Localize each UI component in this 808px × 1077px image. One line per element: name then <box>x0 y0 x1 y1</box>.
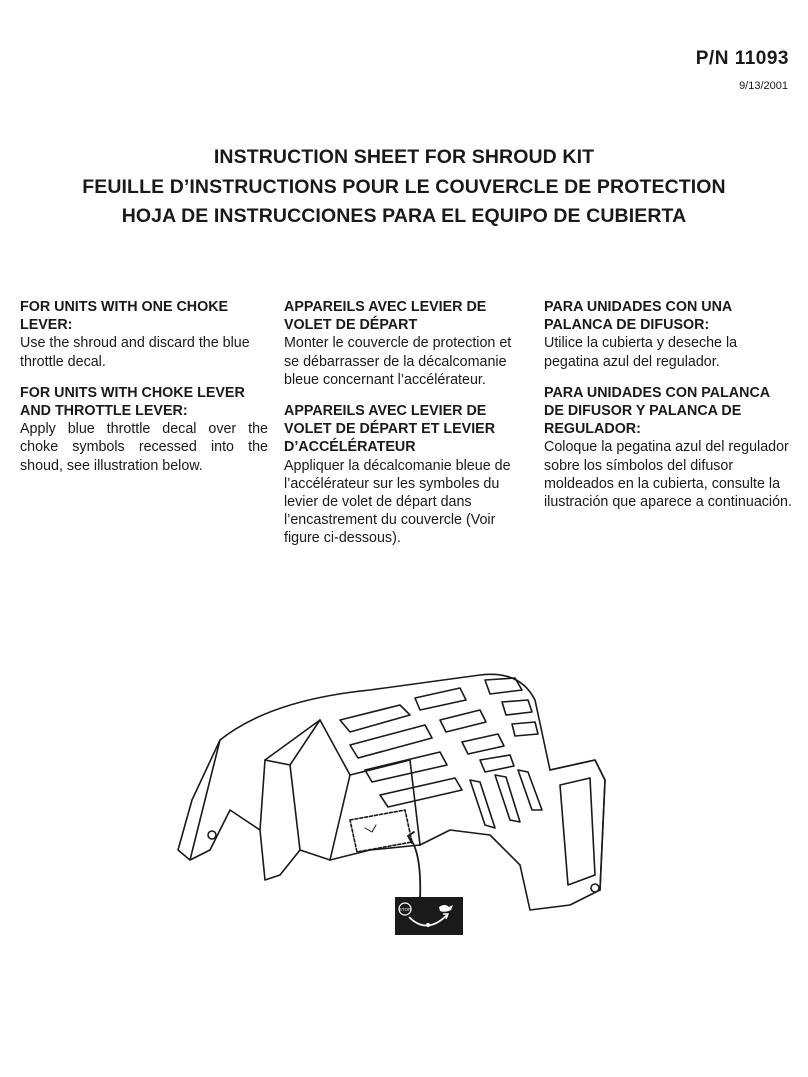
title-spanish: HOJA DE INSTRUCCIONES PARA EL EQUIPO DE CUBIERTA <box>121 205 687 227</box>
english-section1-body: Use the shroud and discard the blue throttle decal. <box>20 335 250 370</box>
decal-stop-label: STOP <box>398 907 412 912</box>
part-number: P/N 11093 <box>695 48 789 69</box>
english-section2-heading: FOR UNITS WITH CHOKE LEVER AND THROTTLE LEVER: <box>20 384 245 420</box>
title-block <box>0 143 808 232</box>
english-column <box>20 298 268 488</box>
french-section1-body: Monter le couvercle de protection et se débarrasser de la décalcomanie bleue concernant l’accélérateur. <box>284 335 512 388</box>
title-english: INSTRUCTION SHEET FOR SHROUD KIT <box>213 146 595 168</box>
english-section1-heading: FOR UNITS WITH ONE CHOKE LEVER: <box>20 299 229 334</box>
spanish-section2-heading: PARA UNIDADES CON PALANCA DE DIFUSOR Y PALANCA DE REGULADOR: <box>544 384 770 438</box>
spanish-section1-body: Utilice la cubierta y deseche la pegatina azul del regulador. <box>544 335 738 370</box>
spanish-column <box>544 298 792 524</box>
french-column <box>284 298 530 561</box>
spanish-section1-heading: PARA UNIDADES CON UNA PALANCA DE DIFUSOR: <box>544 299 732 334</box>
spanish-section2-body: Coloque la pegatina azul del regulador sobre los símbolos del difusor moldeados en la cubierta, consulte la ilustración que aparece a continuación. <box>544 439 792 511</box>
french-section1-heading: APPAREILS AVEC LEVIER DE VOLET DE DÉPART <box>284 299 487 334</box>
throttle-decal-icon <box>395 897 463 935</box>
document-date: 9/13/2001 <box>739 80 788 92</box>
english-section2-body: Apply blue throttle decal over the choke symbols recessed into the shoud, see illustration below. <box>20 421 268 474</box>
french-section2-body: Appliquer la décalcomanie bleue de l’accélérateur sur les symboles du levier de volet de départ dans l’encastrement du couvercle (Voir figure ci-dessous). <box>284 457 511 547</box>
shroud-illustration <box>150 660 620 950</box>
title-french: FEUILLE D’INSTRUCTIONS POUR LE COUVERCLE DE PROTECTION <box>82 175 726 198</box>
french-section2-heading: APPAREILS AVEC LEVIER DE VOLET DE DÉPART ET LEVIER D’ACCÉLÉRATEUR <box>284 403 496 456</box>
